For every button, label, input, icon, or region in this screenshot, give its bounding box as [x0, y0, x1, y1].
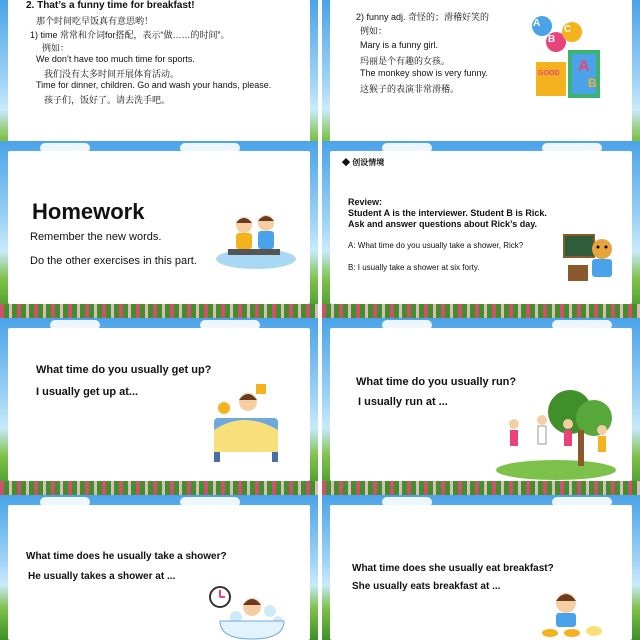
answer-text: I usually run at ... — [358, 396, 448, 408]
flower-border — [0, 481, 318, 495]
slide-card — [330, 0, 632, 163]
text-line: 那个时间吃早饭真有意思哟！ — [36, 16, 154, 26]
homework-title: Homework — [32, 199, 145, 224]
text-line: We don’t have too much time for sports. — [36, 54, 195, 64]
flower-border — [322, 481, 640, 495]
book-label: GOOD — [538, 70, 560, 77]
text-line: Do the other exercises in this part. — [30, 255, 197, 267]
text-line: The monkey show is very funny. — [360, 68, 488, 78]
slide-card — [8, 328, 310, 481]
question-text: What time do you usually get up? — [36, 364, 212, 376]
girl-in-bed-icon — [204, 378, 284, 464]
text-line: 2) funny adj. 奇怪的；滑稽好笑的 — [356, 12, 490, 22]
text-line: 1) time 常常和介词for搭配，表示“做……的时间”。 — [30, 30, 230, 40]
slide-card — [330, 151, 632, 304]
slide-card — [330, 505, 632, 640]
block-letter: A — [533, 18, 541, 29]
flower-border — [322, 304, 640, 318]
slide-card — [330, 328, 632, 481]
text-line: Remember the new words. — [30, 231, 162, 243]
text-line: Mary is a funny girl. — [360, 40, 439, 50]
question-text: What time does he usually take a shower? — [26, 551, 227, 562]
studying-kids-icon — [214, 207, 298, 271]
question-text: What time does she usually eat breakfast? — [352, 563, 554, 574]
slide-4[interactable] — [322, 141, 640, 318]
girl-eating-breakfast-icon — [538, 589, 608, 640]
answer-text: He usually takes a shower at ... — [28, 571, 176, 582]
text-line: 孩子们，饭好了。请去洗手吧。 — [44, 95, 171, 105]
question-text: What time do you usually run? — [356, 376, 517, 388]
text-line: 我们没有太多时间开展体育活动。 — [44, 69, 180, 79]
slide-6[interactable] — [322, 318, 640, 495]
slide-card — [8, 0, 310, 163]
slide-8[interactable] — [322, 495, 640, 640]
answer-text: I usually get up at... — [36, 386, 139, 398]
slide-7[interactable] — [0, 495, 318, 640]
review-label: Review: — [348, 197, 383, 207]
answer-text: She usually eats breakfast at ... — [352, 581, 501, 592]
flower-border — [0, 304, 318, 318]
text-line: 例如： — [42, 43, 70, 53]
slide-heading: 2. That’s a funny time for breakfast! — [26, 0, 195, 11]
slide-card — [8, 151, 310, 304]
boy-in-bathtub-icon — [206, 581, 292, 640]
teacher-board-icon — [562, 231, 620, 287]
dialogue-a: A: What time do you usually take a shower, Rick? — [348, 241, 524, 250]
running-kids-icon — [490, 390, 622, 482]
slide-5[interactable] — [0, 318, 318, 495]
text-line: 玛丽是个有趣的女孩。 — [360, 56, 451, 66]
section-label: ◆ 创设情境 — [342, 158, 385, 167]
book-letter: B — [588, 76, 597, 90]
block-letter: C — [564, 24, 572, 35]
book-letter: A — [578, 58, 590, 75]
text-line: 例如： — [360, 26, 388, 36]
slide-3[interactable] — [0, 141, 318, 318]
text-line: Time for dinner, children. Go and wash your hands, please. — [36, 80, 272, 90]
block-letter: B — [548, 34, 556, 45]
text-line: 这猴子的表演非常滑稽。 — [360, 84, 460, 94]
slide-card — [8, 505, 310, 640]
text-line: Ask and answer questions about Rick’s day. — [348, 219, 538, 229]
dialogue-b: B: I usually take a shower at six forty. — [348, 263, 480, 272]
text-line: Student A is the interviewer. Student B is Rick. — [348, 208, 547, 218]
